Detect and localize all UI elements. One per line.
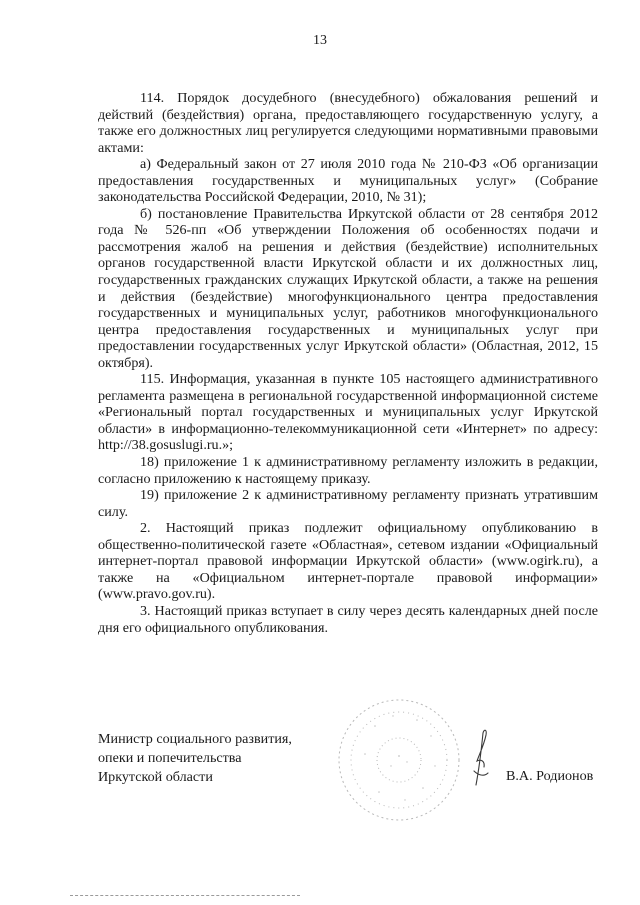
signatory-position-line-2: опеки и попечительства	[98, 750, 242, 766]
handwritten-signature	[470, 727, 492, 789]
signatory-name: В.А. Родионов	[506, 768, 594, 784]
paragraph-19: 19) приложение 2 к административному регламенту признать утратившим силу.	[98, 487, 598, 520]
paragraph-114: 114. Порядок досудебного (внесудебного) обжалования решений и действий (бездействия) органа, предоставляющего государственную услугу, а также его должностных лиц регулируется следующими нормативными правовыми актами:	[98, 90, 598, 156]
official-seal-stamp	[335, 696, 463, 824]
paragraph-114-a: а) Федеральный закон от 27 июля 2010 года № 210-ФЗ «Об организации предоставления государственных и муниципальных услуг» (Собрание законодательства Российской Федерации, 2010, № 31);	[98, 156, 598, 206]
footer-rule	[70, 895, 300, 896]
document-body	[98, 90, 598, 636]
signatory-position	[98, 730, 292, 787]
page-number: 13	[313, 33, 327, 48]
paragraph-3: 3. Настоящий приказ вступает в силу через десять календарных дней после дня его официального опубликования.	[98, 602, 598, 636]
paragraph-114-b: б) постановление Правительства Иркутской области от 28 сентября 2012 года № 526-пп «Об утверждении Положения об особенностях подачи и рассмотрения жалоб на решения и действия (бездействие) исполнительных органов государственной власти Иркутской области и их должностных лиц, государственных гражданских служащих Иркутской области, а также на решения и действия (бездействие) многофункционального центра предоставления государственных и муниципальных услуг, работников многофункционального центра предоставления государственных и муниципальных услуг при предоставлении государственных услуг Иркутской области» (Областная, 2012, 15 октября).	[98, 205, 598, 371]
paragraph-18: 18) приложение 1 к административному регламенту изложить в редакции, согласно приложению к настоящему приказу.	[98, 454, 598, 487]
paragraph-115: 115. Информация, указанная в пункте 105 настоящего административного регламента размещена в региональной государственной информационной системе «Региональный портал государственных и муниципальных услуг Иркутской области» в информационно-телекоммуникационной сети «Интернет» по адресу: http://38.gosuslugi.ru.»;	[98, 371, 598, 454]
signatory-position-line-3: Иркутской области	[98, 769, 213, 785]
signatory-position-line-1: Министр социального развития,	[98, 731, 292, 747]
paragraph-2: 2. Настоящий приказ подлежит официальному опубликованию в общественно-политической газете «Областная», сетевом издании «Официальный интернет-портал правовой информации Иркутской области» (www.ogirk.ru), а также на «Официальном интернет-портале правовой информации» (www.pravo.gov.ru).	[98, 520, 598, 603]
